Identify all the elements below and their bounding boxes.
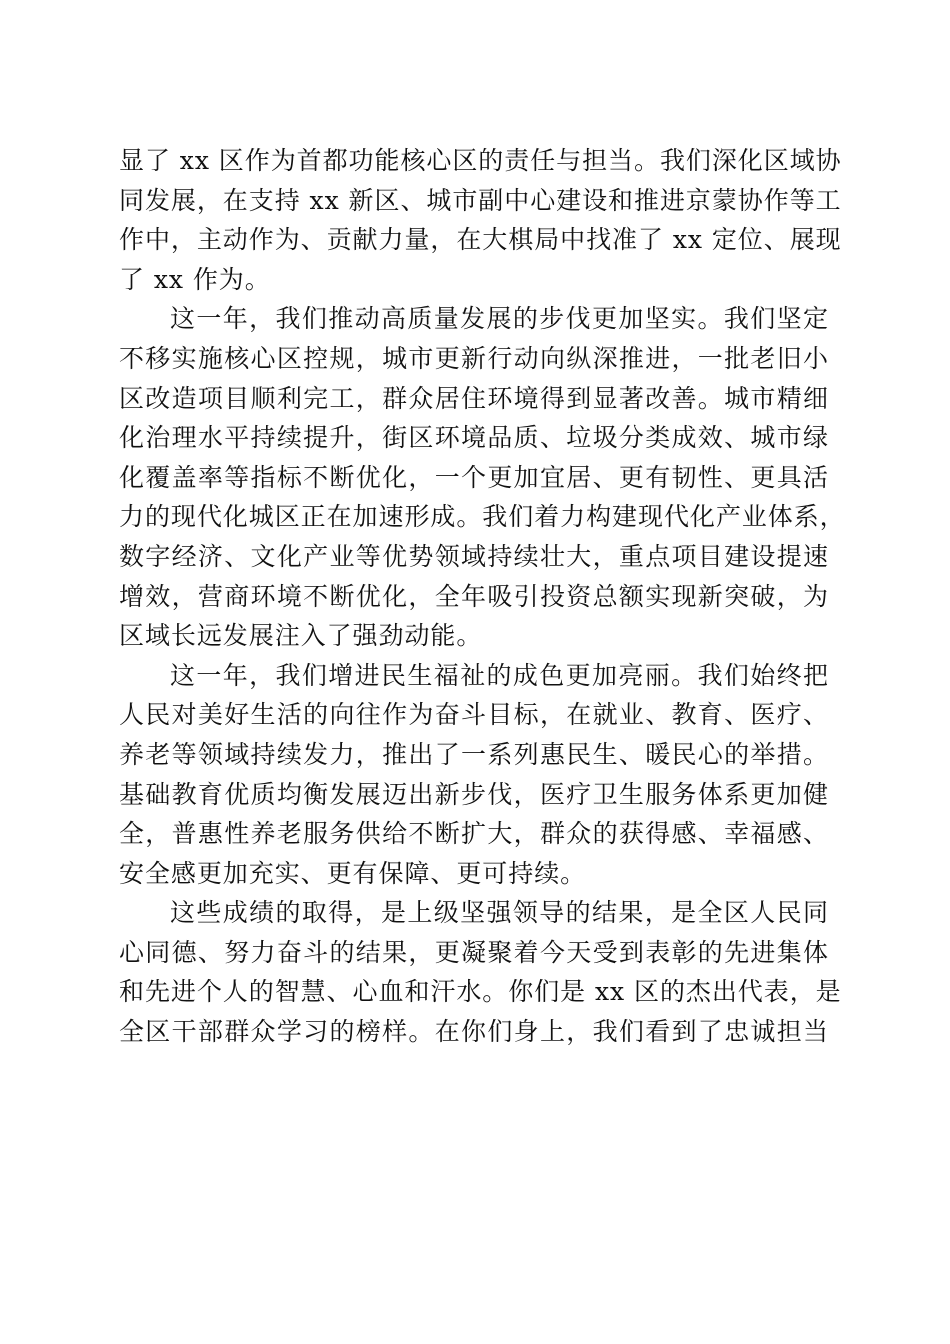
text-line: 显了 xx 区作为首都功能核心区的责任与担当。我们深化区域协 xyxy=(119,146,842,175)
document-body xyxy=(119,141,846,1052)
text-line: 心同德、努力奋斗的结果，更凝聚着今天受到表彰的先进集体 xyxy=(119,937,829,967)
text-line: 化治理水平持续提升，街区环境品质、垃圾分类成效、城市绿 xyxy=(119,423,829,453)
text-line: 区改造项目顺利完工，群众居住环境得到显著改善。城市精细 xyxy=(119,383,829,413)
paragraph-first-line: 这些成绩的取得，是上级坚强领导的结果，是全区人民同 xyxy=(170,898,829,928)
text-line: 化覆盖率等指标不断优化，一个更加宜居、更有韧性、更具活 xyxy=(119,462,829,492)
text-line: 增效，营商环境不断优化，全年吸引投资总额实现新突破，为 xyxy=(119,581,829,611)
text-line: 全，普惠性养老服务供给不断扩大，群众的获得感、幸福感、 xyxy=(119,819,829,849)
text-line: 和先进个人的智慧、心血和汗水。你们是 xx 区的杰出代表，是 xyxy=(119,977,842,1007)
text-line: 全区干部群众学习的榜样。在你们身上，我们看到了忠诚担当 xyxy=(119,1017,829,1047)
text-line: 力的现代化城区正在加速形成。我们着力构建现代化产业体系， xyxy=(119,502,846,532)
paragraph-first-line: 这一年，我们推动高质量发展的步伐更加坚实。我们坚定 xyxy=(170,304,829,334)
text-line: 不移实施核心区控规，城市更新行动向纵深推进，一批老旧小 xyxy=(119,343,829,373)
text-line: 同发展，在支持 xx 新区、城市副中心建设和推进京蒙协作等工 xyxy=(119,185,842,215)
text-line: 数字经济、文化产业等优势领域持续壮大，重点项目建设提速 xyxy=(119,541,829,571)
text-line: 了 xx 作为。 xyxy=(119,264,271,294)
text-line: 人民对美好生活的向往作为奋斗目标，在就业、教育、医疗、 xyxy=(119,700,829,730)
text-line: 养老等领域持续发力，推出了一系列惠民生、暖民心的举措。 xyxy=(119,739,829,769)
text-line: 区域长远发展注入了强劲动能。 xyxy=(119,621,483,651)
text-line: 安全感更加充实、更有保障、更可持续。 xyxy=(119,858,587,888)
text-line: 基础教育优质均衡发展迈出新步伐，医疗卫生服务体系更加健 xyxy=(119,779,829,809)
paragraph-first-line: 这一年，我们增进民生福祉的成色更加亮丽。我们始终把 xyxy=(170,660,829,690)
text-line: 作中，主动作为、贡献力量，在大棋局中找准了 xx 定位、展现 xyxy=(119,225,842,255)
